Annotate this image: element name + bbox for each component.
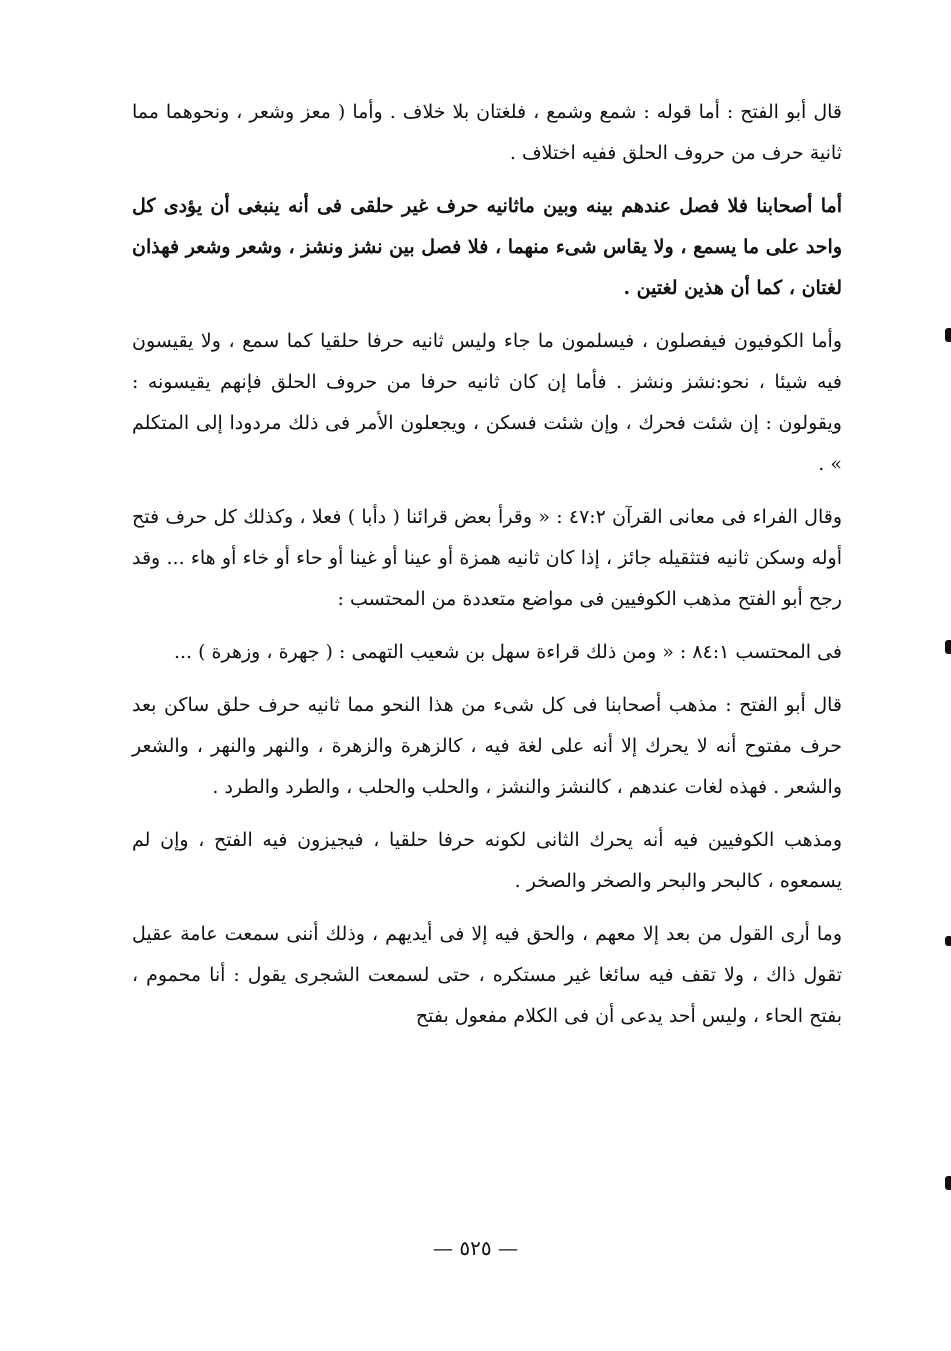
paragraph-4: وقال الفراء فى معانى القرآن ٤٧:٢ : « وقرأ بعض قرائنا ( دأبا ) فعلا ، وكذلك كل حرف فتح أوله وسكن ثانيه فتثقيله جائز ، إذا كان ثانيه همزة أو عينا أو غينا أو حاء أو خاء أو هاء ... وقد رجح أبو الفتح مذهب الكوفيين فى مواضع متعددة من المحتسب : xyxy=(132,506,843,610)
paragraph-8: وما أرى القول من بعد إلا معهم ، والحق فيه إلا فى أيديهم ، وذلك أننى سمعت عامة عقيل تقول ذاك ، ولا تقف فيه سائغا غير مستكره ، حتى لسمعت الشجرى يقول : أنا محموم ، بفتح الحاء ، وليس أحد يدعى أن فى الكلام مفعول بفتح xyxy=(132,923,842,1027)
paragraph-7: ومذهب الكوفيين فيه أنه يحرك الثانى لكونه حرفا حلقيا ، فيجيزون فيه الفتح ، وإن لم يسمعوه ، كالبحر والبحر والصخر والصخر . xyxy=(132,829,843,892)
scan-edge-mark xyxy=(945,640,951,654)
scan-edge-mark xyxy=(945,936,951,946)
paragraph-6: قال أبو الفتح : مذهب أصحابنا فى كل شىء من هذا النحو مما ثانيه حرف حلق ساكن بعد حرف مفتوح أنه لا يحرك إلا أنه على لغة فيه ، كالزهرة والزهرة ، والنهر والنهر ، والشعر والشعر . فهذه لغات عندهم ، كالنشز والنشز ، والحلب والحلب ، والطرد والطرد . xyxy=(132,694,842,798)
paragraph-1: قال أبو الفتح : أما قوله : شمع وشمع ، فلغتان بلا خلاف . وأما ( معز وشعر ، ونحوهما مما ثانية حرف من حروف الحلق ففيه اختلاف . xyxy=(132,101,842,164)
scan-edge-mark xyxy=(945,328,951,342)
main-text xyxy=(132,92,842,1049)
page-number: — ٥٢٥ — xyxy=(433,1236,518,1260)
paragraph-2: أما أصحابنا فلا فصل عندهم بينه وبين ماثانيه حرف غير حلقى فى أنه ينبغى أن يؤدى كل واحد على ما يسمع ، ولا يقاس شىء منهما ، فلا فصل بين نشز ونشز ، وشعر وشعر فهذان لغتان ، كما أن هذين لغتين . xyxy=(132,195,842,299)
paragraph-3: وأما الكوفيون فيفصلون ، فيسلمون ما جاء وليس ثانيه حرفا حلقيا كما سمع ، ولا يقيسون فيه شيئا ، نحو:نشز ونشز . فأما إن كان ثانيه حرفا من حروف الحلق فإنهم يقيسونه : ويقولون : إن شئت فحرك ، وإن شئت فسكن ، ويجعلون الأمر فى ذلك مردودا إلى المتكلم » . xyxy=(132,330,842,475)
scan-edge-mark xyxy=(945,1176,951,1190)
paragraph-5: فى المحتسب ٨٤:١ : « ومن ذلك قراءة سهل بن شعيب التهمى : ( جهرة ، وزهرة ) ... xyxy=(173,641,842,663)
